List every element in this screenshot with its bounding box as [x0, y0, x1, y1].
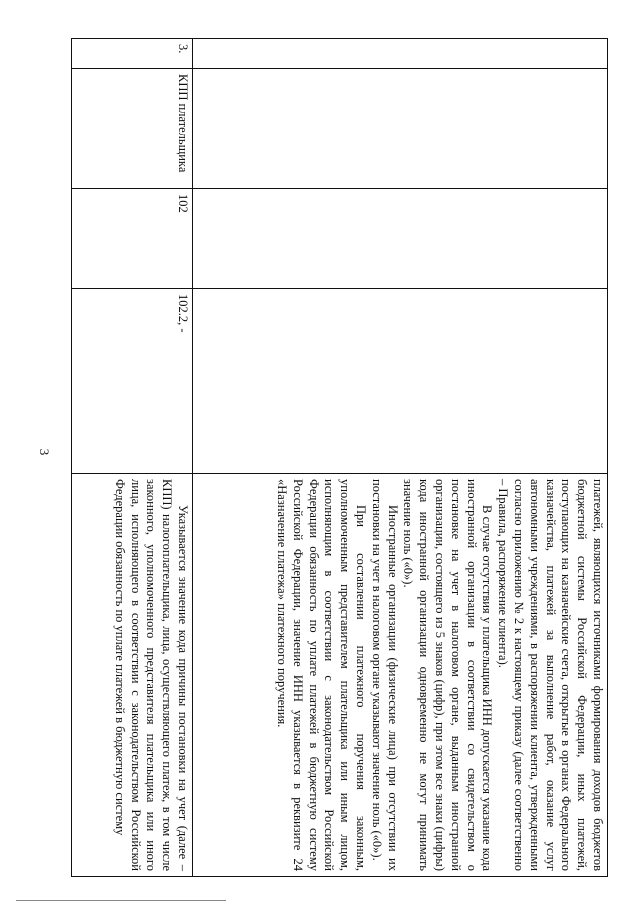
description-paragraph: Иностранные организации (физические лица) при отсутствии их постановки на учет в налоговом органе указывают значение ноль («0»).	[369, 479, 400, 871]
rotated-page-content	[72, 38, 608, 876]
cell-name-empty	[193, 69, 608, 189]
row-number: 3.	[72, 39, 193, 69]
cell-field-code-empty	[193, 189, 608, 289]
cell-description-continued	[193, 474, 608, 877]
requisites-table	[71, 38, 608, 877]
row-description	[72, 474, 193, 877]
cell-number-empty	[193, 39, 608, 69]
row-name: КПП плательщика	[72, 69, 193, 189]
description-paragraph: платежей, являющихся источниками формирования доходов бюджетов бюджетной системы Российской Федерации, иных платежей, поступающих на казначейские счета, открытые в органах Федерального казначейства, платежей за выполнение работ, оказание услуг автономными учреждениями, в распоряжении клиента, утвержденными согласно приложению № 2 к настоящему приказу (далее соответственно – Правила, распоряжение клиента).	[496, 479, 605, 871]
table-row	[72, 39, 193, 877]
description-paragraph: Указывается значение кода причины постановки на учет (далее – КПП) налогоплательщика, лица, осуществляющего платеж, в том числе законного, уполномоченного представителя плательщика или иного лица, исполняющего в соответствии с законодательством Российской Федерации обязанность по уплате платежей в бюджетную систему	[112, 479, 190, 871]
row-field-code: 102	[72, 189, 193, 289]
continuation-row	[193, 39, 608, 877]
scan-edge-line	[16, 900, 226, 901]
description-paragraph: При составлении платежного поручения законным, уполномоченным представителем плательщика или иным лицом, исполняющим в соответствии с законодательством Российской Федерации обязанность по уплате платежей в бюджетную систему Российской Федерации, значение ИНН указывается в реквизите 24 «Назначение платежа» платежного поручения.	[275, 479, 369, 871]
cell-reference-empty	[193, 289, 608, 474]
page-number: 3	[37, 448, 52, 456]
row-reference: 102.2, -	[72, 289, 193, 474]
description-paragraph: В случае отсутствия у плательщика ИНН допускается указание кода иностранной организации в соответствии со свидетельством о постановке на учет в налоговом органе, выданным иностранной организации, состоящего из 5 знаков (цифр), при этом все знаки (цифры) кода иностранной организации одновременно не могут принимать значение ноль («0»).	[401, 479, 495, 871]
